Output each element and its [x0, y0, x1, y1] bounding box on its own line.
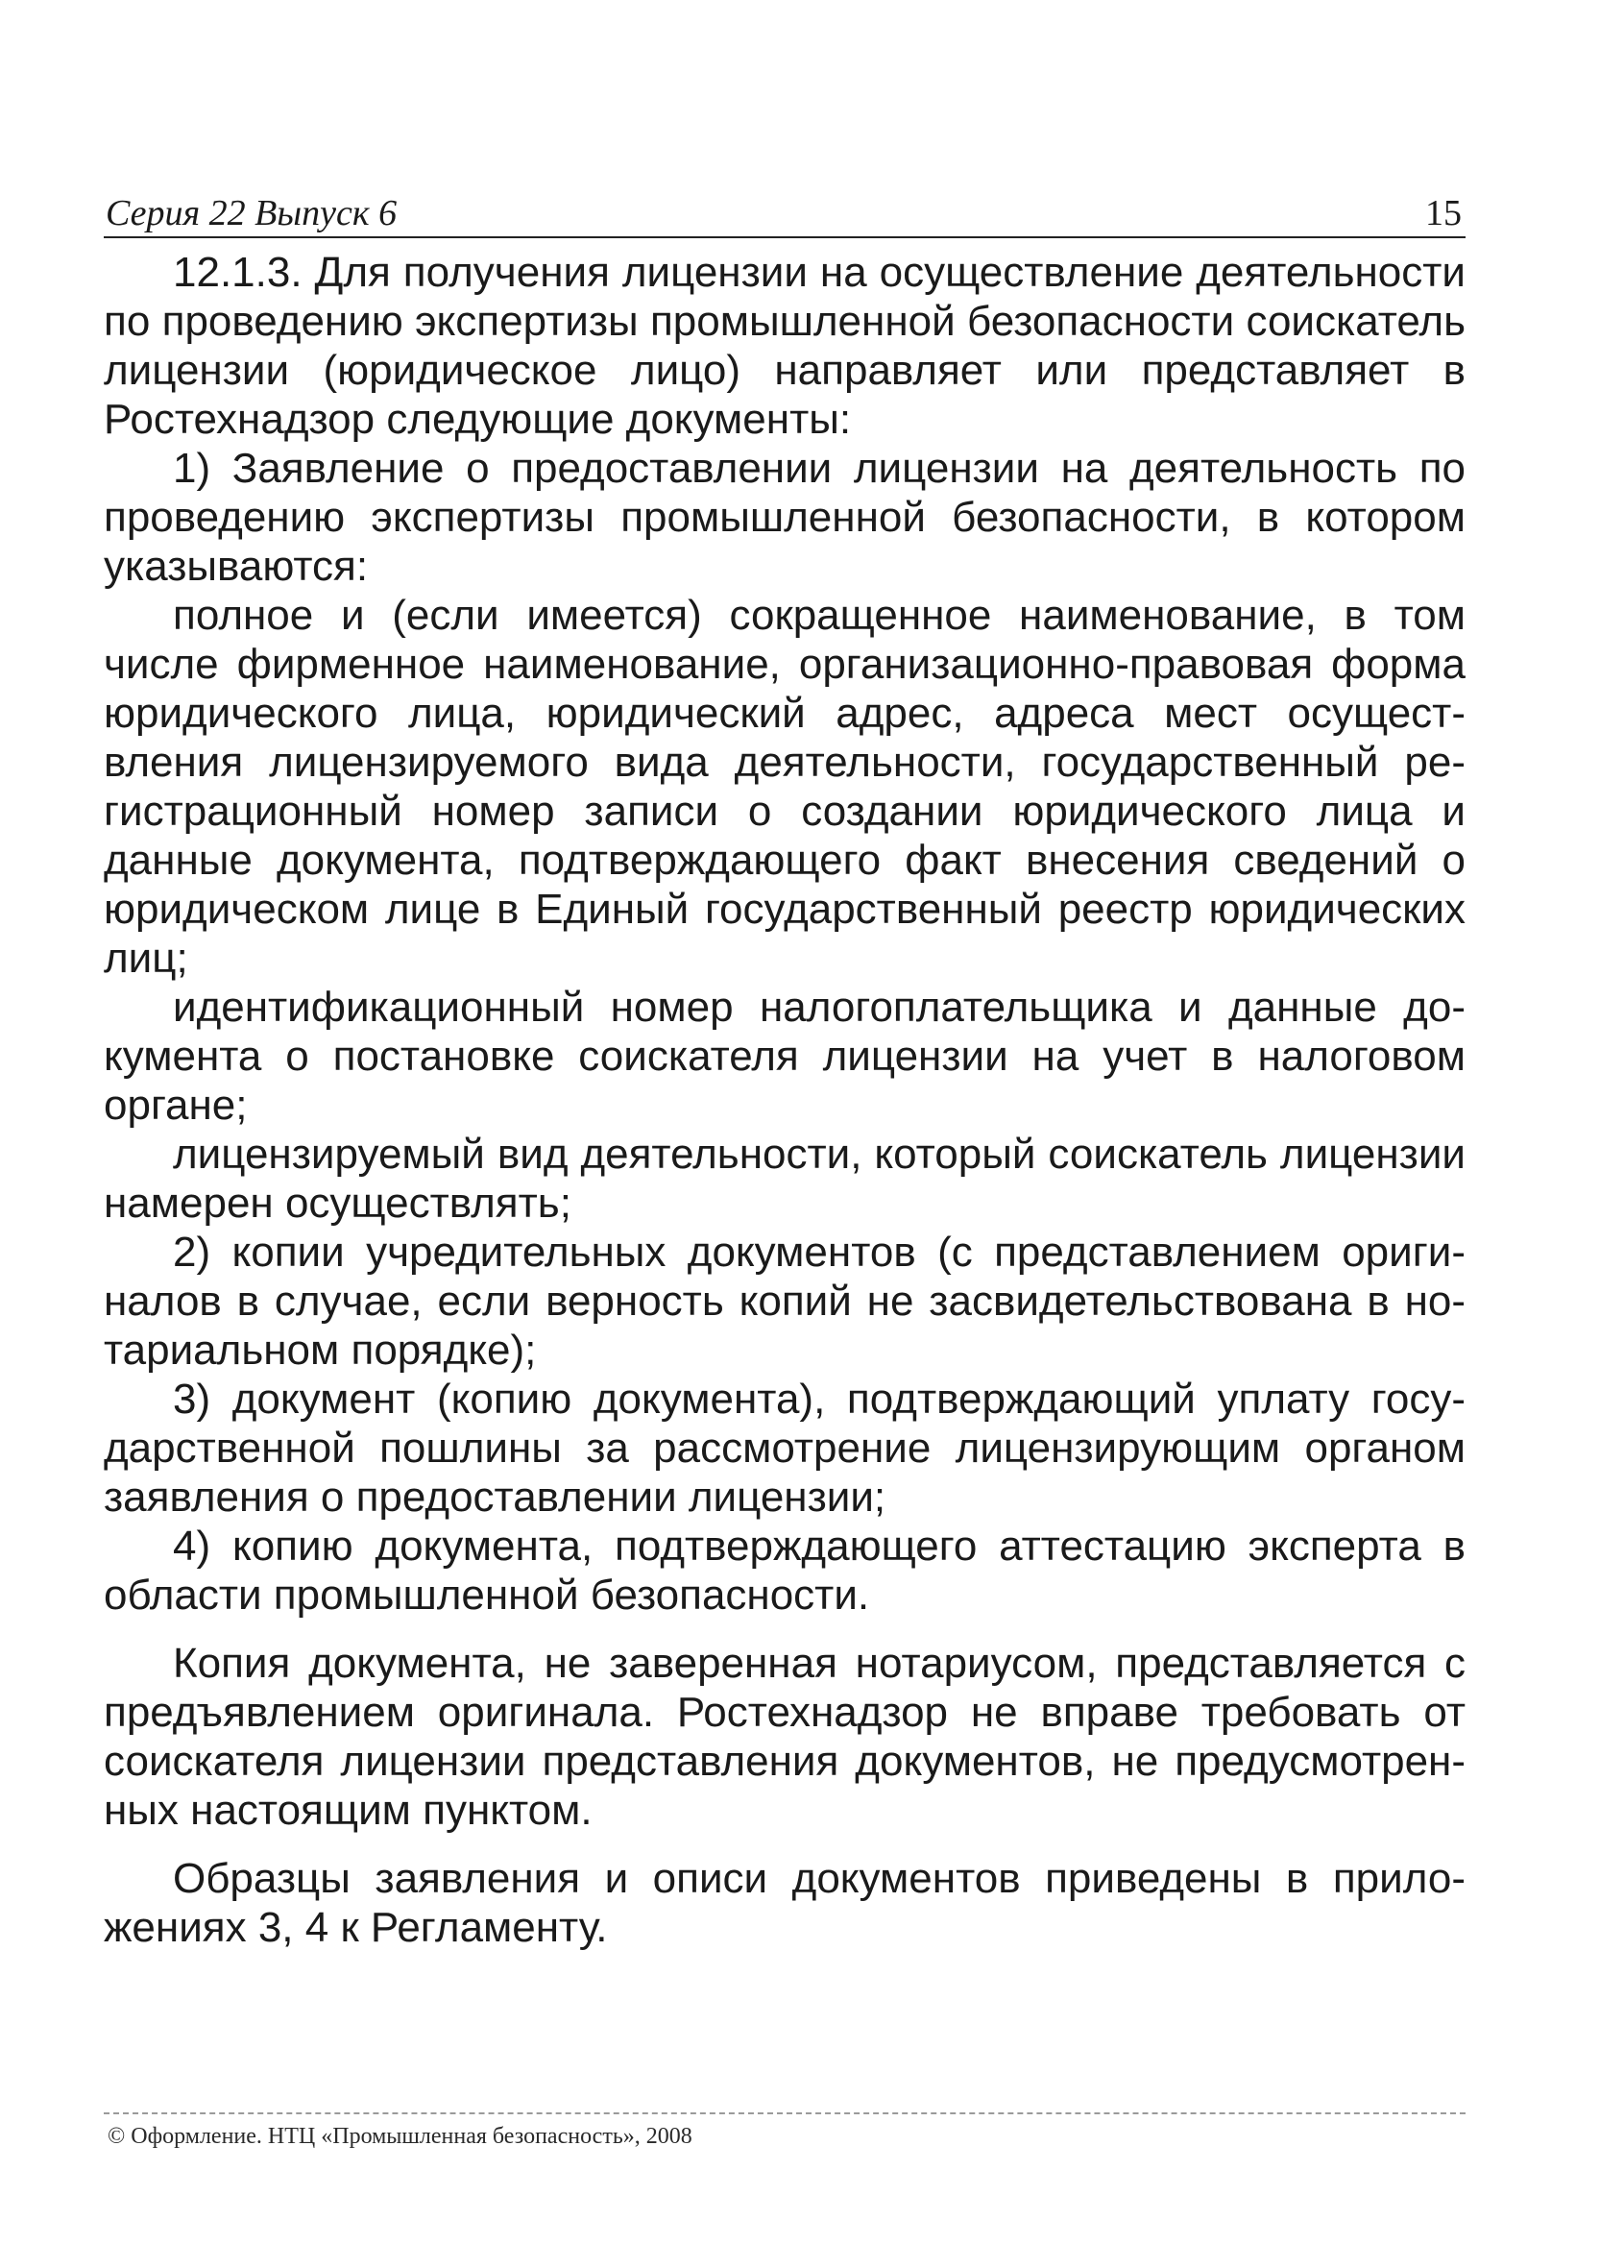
paragraph-activity-type: лицензируемый вид деятельности, который соискатель лицензии намерен осуществлять;: [104, 1131, 1466, 1227]
paragraph-name-details: полное и (если имеется) сокращенное наименование, в том числе фирменное наименование, организационно-правовая форма юридического лица, юридический адрес, адреса мест осуществления лицензируемого вида деятельности, государственный регистрационный номер записи о создании юридического лица и данные документа, подтверждающего факт внесения сведений о юридическом лице в Единый государственный реестр юридических лиц;: [104, 592, 1466, 982]
footer-divider: [104, 2112, 1466, 2114]
paragraph-copy-note: Копия документа, не заверенная нотариусом, представляется с предъявлением оригинала. Ростехнадзор не вправе требовать от соискателя лицензии представления документов, не предусмотренных настоящим пунктом.: [104, 1640, 1466, 1834]
paragraph-intro: 12.1.3. Для получения лицензии на осуществление деятельности по проведению экспертизы промышленной безопасности соискатель лицензии (юридическое лицо) направляет или представляет в Ростехнадзор следующие документы:: [104, 249, 1466, 443]
paragraph-item-2: 2) копии учредительных документов (с представлением оригиналов в случае, если верность копий не засвидетельствована в нотариальном порядке);: [104, 1229, 1466, 1374]
body-text: [104, 248, 1466, 1952]
paragraph-item-4: 4) копию документа, подтверждающего аттестацию эксперта в области промышленной безопасности.: [104, 1523, 1466, 1619]
paragraph-item-1: 1) Заявление о предоставлении лицензии на деятельность по проведению экспертизы промышленной безопасности, в котором указываются:: [104, 445, 1466, 590]
paragraph-samples-note: Образцы заявления и описи документов приведены в приложениях 3, 4 к Регламенту.: [104, 1855, 1466, 1951]
footer-copyright: © Оформление. НТЦ «Промышленная безопасность», 2008: [108, 2124, 692, 2149]
series-label: Серия 22 Выпуск 6: [106, 193, 398, 233]
paragraph-tax-number: идентификационный номер налогоплательщика и данные документа о постановке соискателя лицензии на учет в налоговом органе;: [104, 984, 1466, 1129]
running-header: [104, 188, 1466, 238]
page-number: 15: [1425, 193, 1462, 233]
paragraph-item-3: 3) документ (копию документа), подтверждающий уплату государственной пошлины за рассмотрение лицензирующим органом заявления о предоставлении лицензии;: [104, 1376, 1466, 1521]
